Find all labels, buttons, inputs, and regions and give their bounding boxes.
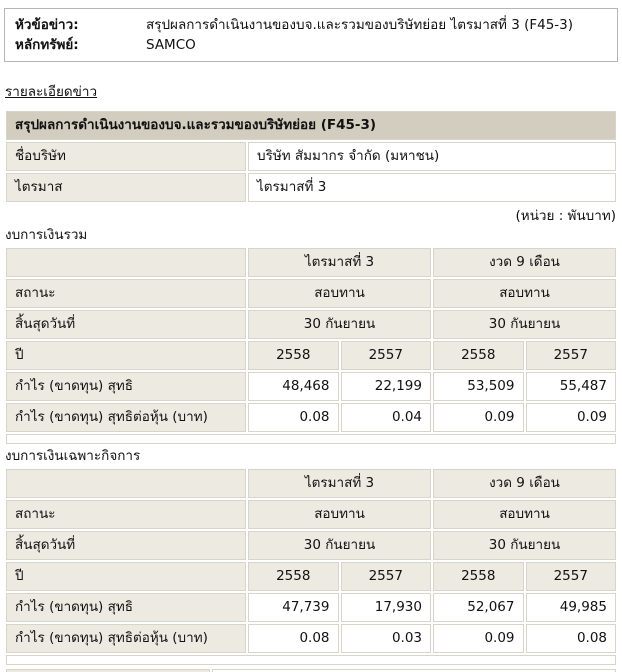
- news-header-box: [4, 8, 618, 62]
- net-profit-value: 22,199: [341, 372, 432, 401]
- year-value: 2557: [526, 341, 617, 370]
- period-nine-months: งวด 9 เดือน: [433, 469, 616, 498]
- net-profit-value: 52,067: [433, 593, 524, 622]
- status-label: สถานะ: [6, 500, 246, 529]
- eps-value: 0.08: [248, 624, 339, 653]
- period-header-row: [6, 248, 616, 277]
- spacer-row: [6, 434, 616, 444]
- ending-value: 30 กันยายน: [248, 310, 431, 339]
- year-row: [6, 562, 616, 591]
- headline-row: [15, 15, 607, 35]
- section-title-consolidated: งบการเงินรวม: [5, 227, 88, 243]
- ending-label: สิ้นสุดวันที่: [6, 531, 246, 560]
- year-label: ปี: [6, 562, 246, 591]
- year-row: [6, 341, 616, 370]
- quarter-label: ไตรมาส: [6, 173, 246, 202]
- company-row: [6, 142, 616, 171]
- net-profit-label: กำไร (ขาดทุน) สุทธิ: [6, 372, 246, 401]
- quarter-row: [6, 173, 616, 202]
- eps-label: กำไร (ขาดทุน) สุทธิต่อหุ้น (บาท): [6, 624, 246, 653]
- news-detail-link[interactable]: รายละเอียดข่าว: [5, 84, 98, 100]
- headline-label: หัวข้อข่าว:: [15, 17, 79, 33]
- status-row: [6, 500, 616, 529]
- report-section: [4, 109, 618, 672]
- security-row: [15, 35, 607, 55]
- ending-date-row: [6, 531, 616, 560]
- status-value: สอบทาน: [433, 279, 616, 308]
- security-value: SAMCO: [146, 37, 196, 53]
- year-label: ปี: [6, 341, 246, 370]
- net-profit-value: 48,468: [248, 372, 339, 401]
- eps-value: 0.09: [433, 624, 524, 653]
- period-quarter: ไตรมาสที่ 3: [248, 248, 431, 277]
- report-title: สรุปผลการดำเนินงานของบจ.และรวมของบริษัทย่อย (F45-3): [6, 111, 616, 140]
- net-profit-value: 53,509: [433, 372, 524, 401]
- ending-value: 30 กันยายน: [248, 531, 431, 560]
- year-value: 2557: [341, 341, 432, 370]
- status-label: สถานะ: [6, 279, 246, 308]
- ending-value: 30 กันยายน: [433, 531, 616, 560]
- status-value: สอบทาน: [433, 500, 616, 529]
- status-row: [6, 279, 616, 308]
- section-title-separate: งบการเงินเฉพาะกิจการ: [5, 448, 141, 464]
- unit-note: (หน่วย : พันบาท): [515, 208, 616, 224]
- net-profit-row: [6, 593, 616, 622]
- ending-value: 30 กันยายน: [433, 310, 616, 339]
- auditor-table: [4, 667, 618, 672]
- eps-row: [6, 403, 616, 432]
- period-header-row: [6, 469, 616, 498]
- eps-value: 0.09: [526, 403, 617, 432]
- eps-row: [6, 624, 616, 653]
- eps-value: 0.03: [341, 624, 432, 653]
- financial-table-separate: [4, 467, 618, 667]
- spacer-cell: [6, 434, 616, 444]
- spacer-row: [6, 655, 616, 665]
- net-profit-value: 49,985: [526, 593, 617, 622]
- year-value: 2558: [433, 341, 524, 370]
- report-title-row: [6, 111, 616, 140]
- ending-date-row: [6, 310, 616, 339]
- net-profit-value: 55,487: [526, 372, 617, 401]
- status-value: สอบทาน: [248, 279, 431, 308]
- financial-table-consolidated: [4, 246, 618, 446]
- net-profit-row: [6, 372, 616, 401]
- year-value: 2558: [433, 562, 524, 591]
- eps-value: 0.08: [248, 403, 339, 432]
- quarter-value: ไตรมาสที่ 3: [248, 173, 616, 202]
- period-nine-months: งวด 9 เดือน: [433, 248, 616, 277]
- year-value: 2558: [248, 562, 339, 591]
- net-profit-label: กำไร (ขาดทุน) สุทธิ: [6, 593, 246, 622]
- eps-label: กำไร (ขาดทุน) สุทธิต่อหุ้น (บาท): [6, 403, 246, 432]
- headline-value: สรุปผลการดำเนินงานของบจ.และรวมของบริษัทย่อย ไตรมาสที่ 3 (F45-3): [146, 17, 574, 33]
- net-profit-value: 17,930: [341, 593, 432, 622]
- security-label: หลักทรัพย์:: [15, 37, 79, 53]
- spacer-cell: [6, 655, 616, 665]
- detail-link-wrap: [5, 80, 618, 100]
- eps-value: 0.04: [341, 403, 432, 432]
- eps-value: 0.08: [526, 624, 617, 653]
- year-value: 2557: [341, 562, 432, 591]
- year-value: 2557: [526, 562, 617, 591]
- empty-cell: [6, 248, 246, 277]
- empty-cell: [6, 469, 246, 498]
- year-value: 2558: [248, 341, 339, 370]
- eps-value: 0.09: [433, 403, 524, 432]
- company-label: ชื่อบริษัท: [6, 142, 246, 171]
- status-value: สอบทาน: [248, 500, 431, 529]
- period-quarter: ไตรมาสที่ 3: [248, 469, 431, 498]
- net-profit-value: 47,739: [248, 593, 339, 622]
- company-value: บริษัท สัมมากร จำกัด (มหาชน): [248, 142, 616, 171]
- report-header-table: [4, 109, 618, 204]
- ending-label: สิ้นสุดวันที่: [6, 310, 246, 339]
